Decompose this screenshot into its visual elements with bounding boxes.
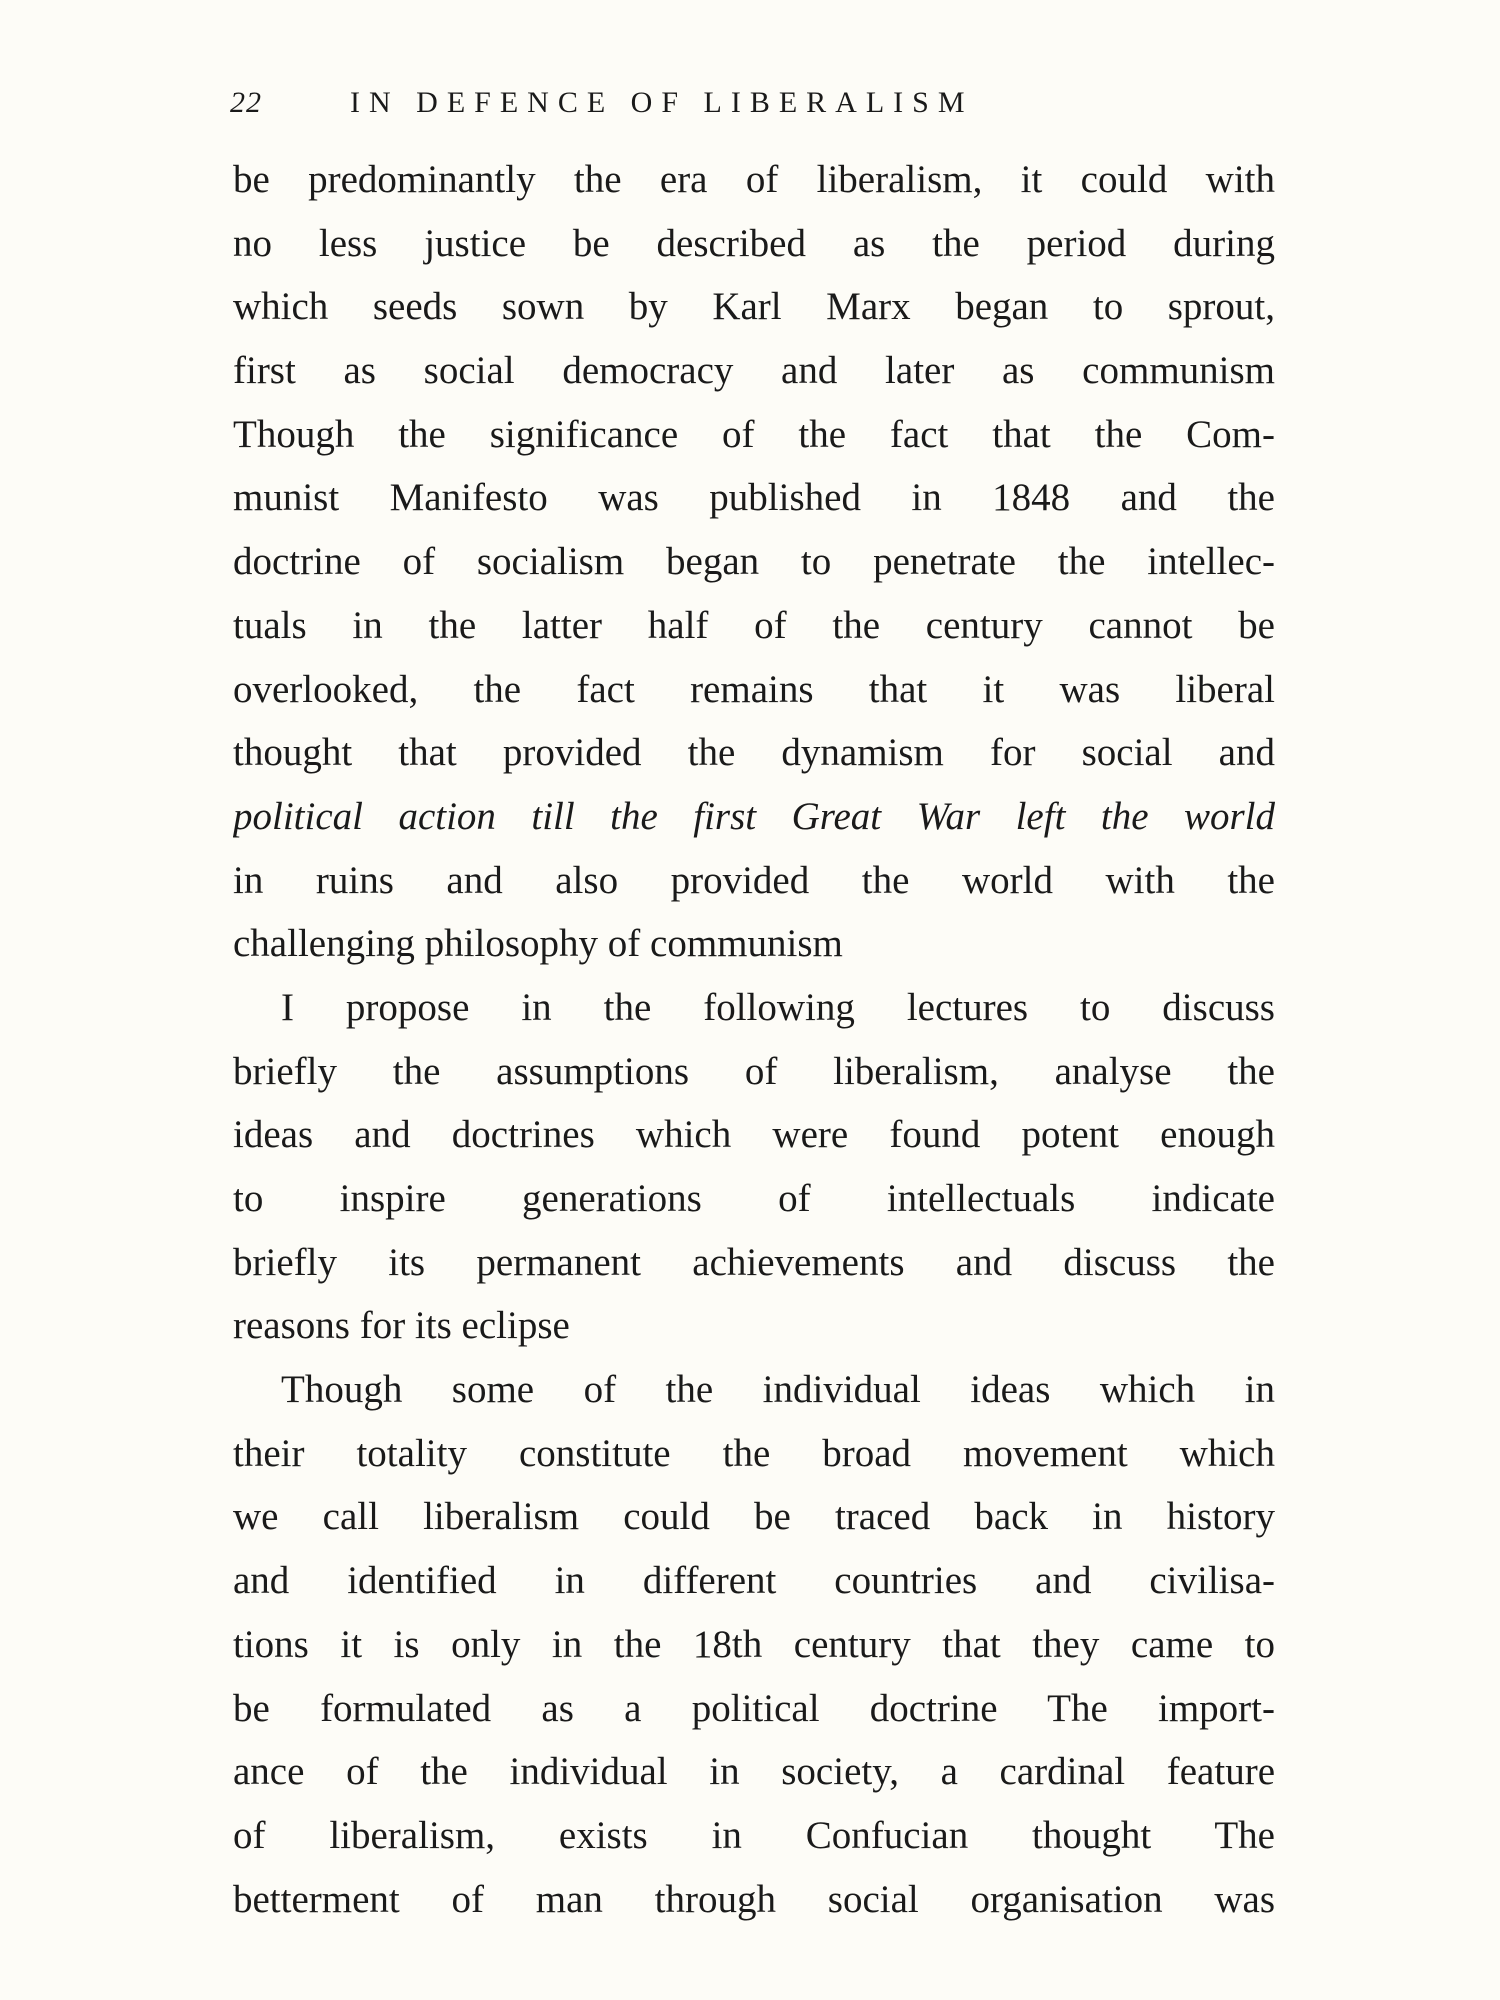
page-header <box>230 86 1280 136</box>
text-line: be predominantly the era of liberalism, it could with <box>233 158 1275 201</box>
page-number: 22 <box>230 86 262 119</box>
text-line: briefly its permanent achievements and discuss the <box>233 1240 1275 1284</box>
text-line: we call liberalism could be traced back in history <box>233 1495 1275 1539</box>
text-line: of liberalism, exists in Confucian thought The <box>233 1813 1275 1857</box>
text-line: be formulated as a political doctrine The import- <box>233 1686 1275 1730</box>
text-line: munist Manifesto was published in 1848 and the <box>233 476 1275 520</box>
text-line: reasons for its eclipse <box>233 1304 570 1348</box>
text-line: political action till the first Great War left the world <box>233 794 1275 838</box>
text-line: first as social democracy and later as communism <box>233 349 1275 393</box>
text-line: ance of the individual in society, a cardinal feature <box>233 1750 1275 1794</box>
text-line: which seeds sown by Karl Marx began to sprout, <box>233 285 1275 329</box>
text-line: briefly the assumptions of liberalism, analyse the <box>233 1049 1275 1093</box>
text-line: ideas and doctrines which were found potent enough <box>233 1113 1275 1157</box>
text-line: no less justice be described as the period during <box>233 221 1275 265</box>
text-line: thought that provided the dynamism for social and <box>233 731 1275 775</box>
text-line: doctrine of socialism began to penetrate the intellec- <box>233 540 1275 584</box>
text-line: betterment of man through social organisation was <box>233 1877 1275 1921</box>
text-line: to inspire generations of intellectuals indicate <box>233 1177 1275 1220</box>
text-line: I propose in the following lectures to discuss <box>281 985 1275 1029</box>
text-line: tions it is only in the 18th century that they came to <box>233 1622 1275 1666</box>
text-line: overlooked, the fact remains that it was liberal <box>233 667 1275 711</box>
text-line: and identified in different countries and civilisa- <box>233 1559 1275 1603</box>
text-line: their totality constitute the broad movement which <box>233 1431 1275 1475</box>
text-line: tuals in the latter half of the century cannot be <box>233 603 1275 647</box>
text-line: Though the significance of the fact that the Com- <box>233 412 1275 456</box>
text-line: challenging philosophy of communism <box>233 922 843 966</box>
text-line: in ruins and also provided the world with the <box>233 858 1275 902</box>
running-head: IN DEFENCE OF LIBERALISM <box>350 86 974 119</box>
text-line: Though some of the individual ideas which in <box>281 1368 1275 1412</box>
body-text <box>233 148 1275 1931</box>
